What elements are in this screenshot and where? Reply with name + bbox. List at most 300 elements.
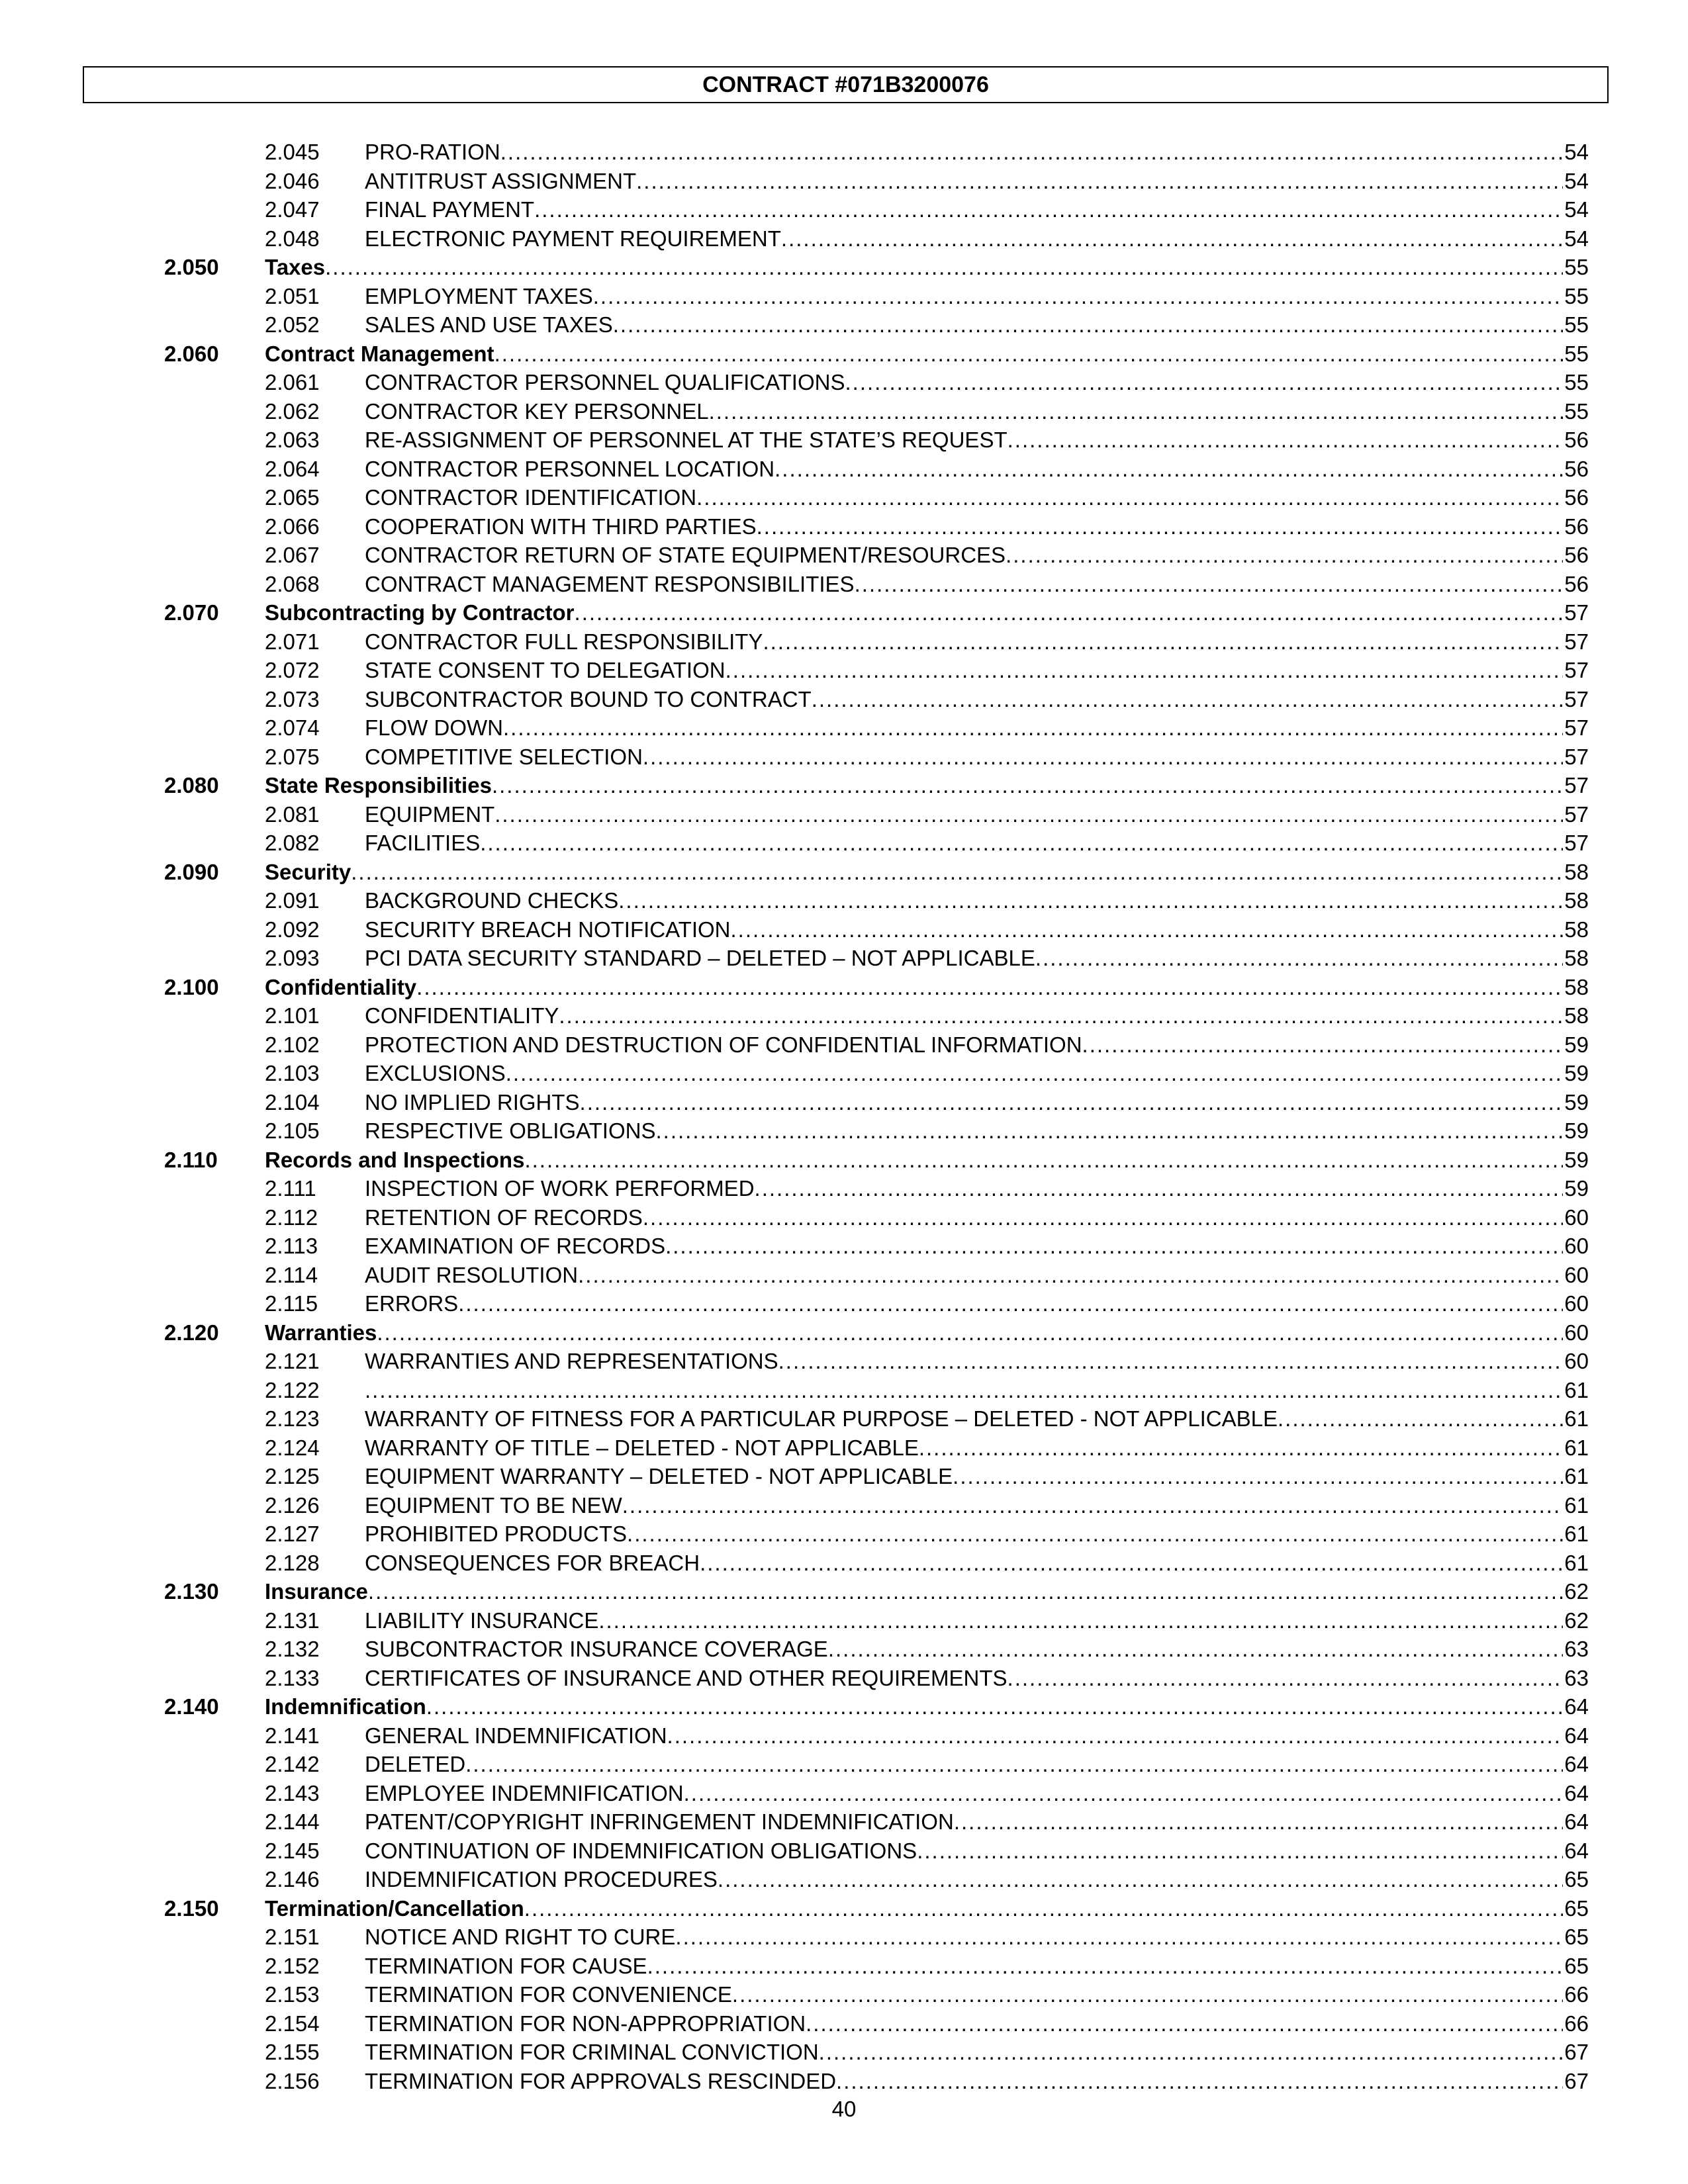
- toc-entry-title: WARRANTY OF FITNESS FOR A PARTICULAR PURPOSE – DELETED - NOT APPLICABLE: [365, 1406, 1278, 1431]
- toc-entry-title: PCI DATA SECURITY STANDARD – DELETED – NOT APPLICABLE: [365, 946, 1035, 970]
- toc-entry-title: STATE CONSENT TO DELEGATION: [365, 658, 726, 682]
- toc-entry-page: 55: [1564, 312, 1589, 337]
- toc-entry-number: 2.101: [265, 1003, 320, 1028]
- toc-entry-number: 2.060: [164, 341, 219, 366]
- dot-leader: [700, 1549, 1563, 1578]
- dot-leader: [480, 829, 1563, 858]
- toc-entry-page: 65: [1564, 1867, 1589, 1891]
- toc-entry-line: [365, 1837, 1589, 1866]
- toc-entry-line: [365, 1088, 1589, 1117]
- toc-entry-page: 66: [1564, 2011, 1589, 2036]
- toc-entry-line: [365, 310, 1589, 340]
- toc-entry-number: 2.113: [265, 1234, 318, 1258]
- toc-entry-number: 2.048: [265, 226, 320, 251]
- toc-entry-page: 59: [1564, 1032, 1589, 1057]
- toc-entry-page: 54: [1564, 226, 1589, 251]
- toc-entry-title: EXAMINATION OF RECORDS: [365, 1234, 666, 1258]
- toc-subsection-entry: [0, 2067, 1688, 2096]
- toc-entry-title: PROHIBITED PRODUCTS: [365, 1522, 628, 1546]
- toc-entry-line: [365, 195, 1589, 224]
- toc-entry-line: [365, 800, 1589, 829]
- dot-leader: [819, 2038, 1564, 2067]
- dot-leader: [855, 570, 1564, 599]
- toc-entry-page: 57: [1564, 831, 1589, 855]
- toc-entry-title: TERMINATION FOR NON-APPROPRIATION: [365, 2011, 806, 2036]
- dot-leader: [828, 1635, 1563, 1664]
- toc-entry-number: 2.144: [265, 1809, 320, 1834]
- toc-entry-page: 61: [1564, 1435, 1589, 1460]
- toc-subsection-entry: [0, 224, 1688, 253]
- toc-entry-page: 59: [1564, 1061, 1589, 1085]
- toc-entry-line: [365, 512, 1589, 541]
- toc-entry-number: 2.082: [265, 831, 320, 855]
- toc-entry-number: 2.131: [265, 1608, 320, 1633]
- toc-entry-number: 2.061: [265, 370, 320, 394]
- toc-entry-number: 2.132: [265, 1637, 320, 1661]
- dot-leader: [1006, 541, 1563, 570]
- toc-subsection-entry: [0, 368, 1688, 397]
- toc-subsection-entry: [0, 1952, 1688, 1981]
- toc-entry-number: 2.127: [265, 1522, 320, 1546]
- toc-entry-number: 2.102: [265, 1032, 320, 1057]
- toc-subsection-entry: [0, 886, 1688, 915]
- toc-entry-line: [365, 138, 1589, 167]
- toc-entry-page: 62: [1564, 1608, 1589, 1633]
- toc-entry-line: [365, 1721, 1589, 1751]
- toc-entry-number: 2.051: [265, 283, 320, 308]
- dot-leader: [627, 1520, 1563, 1549]
- toc-entry-title: CONTRACTOR KEY PERSONNEL: [365, 398, 709, 424]
- toc-entry-title: DELETED: [365, 1752, 466, 1776]
- toc-entry-number: 2.063: [265, 428, 320, 452]
- toc-entry-line: [365, 1059, 1589, 1088]
- toc-entry-page: 64: [1564, 1752, 1589, 1776]
- toc-entry-line: [365, 1462, 1589, 1491]
- toc-entry-line: [365, 2009, 1589, 2038]
- toc-entry-page: 64: [1564, 1838, 1589, 1863]
- toc-entry-line: [365, 1779, 1589, 1808]
- dot-leader: [494, 800, 1563, 829]
- toc-entry-number: 2.046: [265, 168, 320, 193]
- toc-subsection-entry: [0, 1376, 1688, 1405]
- toc-entry-number: 2.091: [265, 888, 320, 913]
- toc-entry-title: SECURITY BREACH NOTIFICATION: [365, 917, 731, 942]
- toc-entry-page: 65: [1564, 1953, 1589, 1978]
- toc-entry-title: WARRANTIES AND REPRESENTATIONS: [365, 1349, 778, 1373]
- dot-leader: [506, 1059, 1564, 1088]
- toc-entry-line: [365, 1980, 1589, 2009]
- toc-subsection-entry: [0, 1289, 1688, 1318]
- dot-leader: [524, 1894, 1564, 1923]
- toc-entry-line: [365, 1606, 1589, 1635]
- toc-entry-title: FACILITIES: [365, 831, 481, 855]
- toc-entry-number: 2.114: [265, 1262, 318, 1287]
- toc-entry-title: FINAL PAYMENT: [365, 197, 535, 222]
- toc-entry-title: Confidentiality: [265, 974, 417, 999]
- dot-leader: [368, 1577, 1563, 1606]
- toc-entry-line: [365, 2067, 1589, 2096]
- dot-leader: [778, 1347, 1564, 1376]
- toc-entry-page: 56: [1564, 571, 1589, 596]
- dot-leader: [618, 886, 1563, 915]
- toc-entry-title: INSPECTION OF WORK PERFORMED: [365, 1176, 755, 1201]
- toc-entry-number: 2.155: [265, 2040, 320, 2064]
- toc-entry-page: 54: [1564, 197, 1589, 222]
- toc-entry-title: EMPLOYEE INDEMNIFICATION: [365, 1780, 684, 1805]
- dot-leader: [845, 368, 1563, 397]
- toc-entry-page: 61: [1564, 1492, 1589, 1518]
- dot-leader: [684, 1779, 1564, 1808]
- dot-leader: [1008, 1664, 1564, 1693]
- dot-leader: [732, 1980, 1563, 2009]
- toc-subsection-entry: [0, 1347, 1688, 1376]
- toc-entry-number: 2.105: [265, 1118, 320, 1143]
- toc-entry-title: RETENTION OF RECORDS: [365, 1205, 643, 1230]
- toc-entry-page: 60: [1564, 1349, 1589, 1373]
- toc-entry-line: [365, 886, 1589, 915]
- toc-entry-page: 59: [1564, 1089, 1589, 1115]
- toc-entry-title: WARRANTY OF TITLE – DELETED - NOT APPLICABLE: [365, 1435, 919, 1460]
- toc-entry-number: 2.142: [265, 1752, 320, 1776]
- toc-entry-number: 2.065: [265, 485, 320, 510]
- toc-entry-title: TERMINATION FOR APPROVALS RESCINDED: [365, 2068, 837, 2093]
- toc-entry-number: 2.154: [265, 2011, 320, 2036]
- toc-entry-line: [365, 1491, 1589, 1520]
- toc-section-entry: [0, 253, 1688, 282]
- toc-subsection-entry: [0, 426, 1688, 455]
- toc-entry-line: [365, 1001, 1589, 1030]
- toc-entry-number: 2.050: [164, 255, 219, 279]
- toc-entry-title: NOTICE AND RIGHT TO CURE: [365, 1925, 676, 1949]
- dot-leader: [524, 1146, 1563, 1175]
- toc-entry-line: [365, 1116, 1589, 1146]
- toc-entry-page: 54: [1564, 168, 1589, 193]
- toc-entry-title: Taxes: [265, 255, 326, 279]
- toc-entry-line: [265, 1692, 1589, 1721]
- dot-leader: [643, 1203, 1563, 1232]
- toc-entry-title: AUDIT RESOLUTION: [365, 1262, 579, 1287]
- toc-entry-line: [265, 1318, 1589, 1347]
- toc-section-entry: [0, 1894, 1688, 1923]
- toc-entry-title: EMPLOYMENT TAXES: [365, 283, 593, 308]
- toc-entry-title: NO IMPLIED RIGHTS: [365, 1089, 580, 1115]
- toc-entry-page: 65: [1564, 1895, 1589, 1921]
- toc-subsection-entry: [0, 915, 1688, 944]
- toc-subsection-entry: [0, 570, 1688, 599]
- toc-entry-page: 55: [1564, 398, 1589, 424]
- toc-entry-number: 2.103: [265, 1061, 320, 1085]
- toc-entry-title: FLOW DOWN: [365, 715, 503, 740]
- toc-entry-number: 2.152: [265, 1953, 320, 1978]
- toc-entry-number: 2.143: [265, 1780, 320, 1805]
- toc-entry-line: [365, 915, 1589, 944]
- toc-entry-title: EXCLUSIONS: [365, 1061, 506, 1085]
- toc-entry-page: 58: [1564, 917, 1589, 942]
- toc-entry-page: 61: [1564, 1464, 1589, 1488]
- toc-entry-line: [365, 368, 1589, 397]
- toc-entry-page: 57: [1564, 715, 1589, 740]
- toc-subsection-entry: [0, 1433, 1688, 1463]
- toc-subsection-entry: [0, 1030, 1688, 1060]
- toc-entry-page: 63: [1564, 1637, 1589, 1661]
- toc-entry-title: INDEMNIFICATION PROCEDURES: [365, 1867, 718, 1891]
- toc-entry-number: 2.123: [265, 1406, 320, 1431]
- toc-subsection-entry: [0, 2038, 1688, 2067]
- toc-entry-title: CONTRACTOR RETURN OF STATE EQUIPMENT/RESOURCES: [365, 543, 1006, 567]
- toc-entry-line: [265, 1577, 1589, 1606]
- toc-entry-line: [365, 2038, 1589, 2067]
- toc-entry-title: TERMINATION FOR CAUSE: [365, 1953, 647, 1978]
- toc-entry-line: [365, 1030, 1589, 1060]
- toc-entry-page: 57: [1564, 801, 1589, 827]
- toc-entry-number: 2.072: [265, 658, 320, 682]
- toc-entry-title: PROTECTION AND DESTRUCTION OF CONFIDENTIAL INFORMATION: [365, 1032, 1082, 1057]
- dot-leader: [1035, 944, 1563, 973]
- toc-entry-number: 2.052: [265, 312, 320, 337]
- toc-entry-line: [265, 253, 1589, 282]
- dot-leader: [325, 253, 1563, 282]
- toc-subsection-entry: [0, 1001, 1688, 1030]
- dot-leader: [643, 743, 1563, 772]
- toc-entry-title: ANTITRUST ASSIGNMENT: [365, 168, 637, 193]
- toc-entry-title: Records and Inspections: [265, 1147, 525, 1172]
- toc-entry-line: [365, 685, 1589, 714]
- toc-entry-number: 2.125: [265, 1464, 320, 1488]
- toc-entry-line: [365, 1549, 1589, 1578]
- toc-subsection-entry: [0, 1549, 1688, 1578]
- dot-leader: [503, 713, 1563, 743]
- toc-entry-page: 57: [1564, 600, 1589, 625]
- dot-leader: [917, 1837, 1563, 1866]
- toc-subsection-entry: [0, 1980, 1688, 2009]
- toc-subsection-entry: [0, 829, 1688, 858]
- toc-entry-title: ERRORS: [365, 1291, 459, 1316]
- toc-entry-title: CONTRACT MANAGEMENT RESPONSIBILITIES: [365, 571, 855, 596]
- toc-section-entry: [0, 340, 1688, 369]
- toc-entry-page: 57: [1564, 629, 1589, 654]
- toc-entry-page: 55: [1564, 283, 1589, 308]
- toc-entry-title: SUBCONTRACTOR INSURANCE COVERAGE: [365, 1637, 828, 1661]
- dot-leader: [534, 195, 1563, 224]
- dot-leader: [465, 1750, 1563, 1779]
- toc-entry-title: Contract Management: [265, 341, 494, 366]
- dot-leader: [836, 2067, 1563, 2096]
- toc-entry-line: [365, 1433, 1589, 1463]
- toc-entry-number: 2.124: [265, 1435, 320, 1460]
- toc-entry-line: [365, 1923, 1589, 1952]
- dot-leader: [351, 858, 1563, 887]
- dot-leader: [774, 455, 1563, 484]
- toc-entry-page: 67: [1564, 2040, 1589, 2064]
- toc-entry-line: [265, 771, 1589, 800]
- toc-entry-title: CERTIFICATES OF INSURANCE AND OTHER REQUIREMENTS: [365, 1665, 1008, 1690]
- dot-leader: [613, 310, 1564, 340]
- toc-entry-line: [365, 167, 1589, 196]
- toc-entry-number: 2.062: [265, 398, 320, 424]
- toc-entry-page: 60: [1564, 1234, 1589, 1258]
- toc-entry-number: 2.120: [164, 1320, 219, 1345]
- toc-entry-number: 2.141: [265, 1723, 320, 1748]
- toc-entry-number: 2.122: [265, 1377, 320, 1402]
- toc-entry-title: EQUIPMENT WARRANTY – DELETED - NOT APPLICABLE: [365, 1464, 953, 1488]
- dot-leader: [1082, 1030, 1564, 1060]
- page-number: 40: [831, 2097, 857, 2121]
- toc-entry-number: 2.068: [265, 571, 320, 596]
- toc-entry-line: [365, 1232, 1589, 1261]
- toc-subsection-entry: [0, 1721, 1688, 1751]
- toc-entry-line: [365, 282, 1589, 311]
- toc-entry-line: [365, 713, 1589, 743]
- toc-entry-number: 2.140: [164, 1694, 219, 1719]
- dot-leader: [636, 167, 1563, 196]
- toc-entry-line: [265, 858, 1589, 887]
- toc-entry-title: LIABILITY INSURANCE: [365, 1608, 599, 1633]
- toc-subsection-entry: [0, 944, 1688, 973]
- dot-leader: [731, 915, 1564, 944]
- toc-entry-title: ELECTRONIC PAYMENT REQUIREMENT: [365, 226, 781, 251]
- toc-entry-title: Termination/Cancellation: [265, 1895, 524, 1921]
- toc-entry-number: 2.151: [265, 1925, 320, 1949]
- toc-entry-line: [365, 1952, 1589, 1981]
- toc-entry-number: 2.121: [265, 1349, 320, 1373]
- toc-entry-title: COMPETITIVE SELECTION: [365, 744, 643, 769]
- toc-entry-title: EQUIPMENT: [365, 801, 495, 827]
- toc-entry-number: 2.126: [265, 1492, 320, 1518]
- toc-entry-number: 2.111: [265, 1176, 316, 1201]
- toc-section-entry: [0, 1577, 1688, 1606]
- dot-leader: [656, 1116, 1564, 1146]
- toc-entry-number: 2.150: [164, 1895, 219, 1921]
- toc-entry-number: 2.093: [265, 946, 320, 970]
- toc-entry-page: 61: [1564, 1377, 1589, 1402]
- dot-leader: [578, 1261, 1563, 1290]
- dot-leader: [416, 973, 1563, 1002]
- toc-entry-line: [265, 973, 1589, 1002]
- toc-entry-title: RESPECTIVE OBLIGATIONS: [365, 1118, 656, 1143]
- dot-leader: [598, 1606, 1563, 1635]
- dot-leader: [726, 656, 1564, 685]
- toc-entry-line: [265, 1894, 1589, 1923]
- toc-entry-number: 2.110: [164, 1147, 218, 1172]
- toc-entry-number: 2.146: [265, 1867, 320, 1891]
- toc-subsection-entry: [0, 512, 1688, 541]
- toc-entry-page: 54: [1564, 140, 1589, 164]
- table-of-contents: [0, 138, 1688, 2095]
- toc-entry-title: SUBCONTRACTOR BOUND TO CONTRACT: [365, 686, 812, 711]
- toc-entry-number: 2.067: [265, 543, 320, 567]
- toc-entry-number: 2.073: [265, 686, 320, 711]
- toc-entry-line: [365, 541, 1589, 570]
- toc-subsection-entry: [0, 1404, 1688, 1433]
- dot-leader: [919, 1433, 1563, 1463]
- toc-entry-page: 61: [1564, 1522, 1589, 1546]
- toc-subsection-entry: [0, 1261, 1688, 1290]
- toc-entry-title: CONTRACTOR IDENTIFICATION: [365, 485, 697, 510]
- toc-entry-page: 55: [1564, 370, 1589, 394]
- dot-leader: [755, 1174, 1564, 1203]
- dot-leader: [426, 1692, 1563, 1721]
- toc-entry-page: 61: [1564, 1550, 1589, 1575]
- toc-entry-title: CONTRACTOR PERSONNEL QUALIFICATIONS: [365, 370, 845, 394]
- toc-entry-page: 60: [1564, 1291, 1589, 1316]
- toc-entry-line: [365, 224, 1589, 253]
- toc-entry-title: Security: [265, 859, 352, 884]
- toc-entry-page: 64: [1564, 1723, 1589, 1748]
- toc-entry-page: 64: [1564, 1780, 1589, 1805]
- toc-entry-title: PRO-RATION: [365, 140, 500, 164]
- toc-section-entry: [0, 973, 1688, 1002]
- toc-subsection-entry: [0, 1462, 1688, 1491]
- toc-section-entry: [0, 771, 1688, 800]
- dot-leader: [377, 1318, 1563, 1347]
- toc-entry-number: 2.100: [164, 974, 219, 999]
- toc-entry-line: [365, 483, 1589, 512]
- toc-entry-line: [265, 1146, 1589, 1175]
- toc-subsection-entry: [0, 656, 1688, 685]
- dot-leader: [559, 1001, 1563, 1030]
- toc-entry-number: 2.066: [265, 514, 320, 539]
- toc-entry-title: Insurance: [265, 1579, 368, 1604]
- toc-entry-page: 60: [1564, 1320, 1589, 1345]
- toc-subsection-entry: [0, 310, 1688, 340]
- toc-entry-number: 2.115: [265, 1291, 318, 1316]
- toc-entry-title: BACKGROUND CHECKS: [365, 888, 619, 913]
- dot-leader: [718, 1865, 1563, 1894]
- toc-entry-title: RE-ASSIGNMENT OF PERSONNEL AT THE STATE’S REQUEST: [365, 428, 1008, 452]
- toc-subsection-entry: [0, 1635, 1688, 1664]
- toc-entry-line: [365, 1664, 1589, 1693]
- toc-subsection-entry: [0, 1779, 1688, 1808]
- toc-subsection-entry: [0, 195, 1688, 224]
- toc-entry-line: [365, 1404, 1589, 1433]
- toc-subsection-entry: [0, 138, 1688, 167]
- toc-subsection-entry: [0, 1491, 1688, 1520]
- toc-entry-number: 2.045: [265, 140, 320, 164]
- toc-entry-number: 2.130: [164, 1579, 219, 1604]
- toc-entry-page: 62: [1564, 1579, 1589, 1604]
- toc-entry-line: [365, 397, 1589, 426]
- toc-entry-title: CONSEQUENCES FOR BREACH: [365, 1550, 700, 1575]
- contract-header: [83, 66, 1609, 103]
- toc-entry-title: CONTRACTOR FULL RESPONSIBILITY: [365, 629, 763, 654]
- toc-entry-line: [365, 455, 1589, 484]
- dot-leader: [1278, 1404, 1563, 1433]
- toc-entry-line: [365, 1750, 1589, 1779]
- toc-subsection-entry: [0, 1116, 1688, 1146]
- toc-subsection-entry: [0, 1923, 1688, 1952]
- toc-entry-page: 55: [1564, 341, 1589, 366]
- toc-entry-line: [365, 426, 1589, 455]
- toc-entry-page: 64: [1564, 1694, 1589, 1719]
- toc-entry-line: [365, 829, 1589, 858]
- toc-entry-number: 2.071: [265, 629, 320, 654]
- dot-leader: [458, 1289, 1563, 1318]
- toc-entry-line: [365, 1376, 1589, 1405]
- dot-leader: [580, 1088, 1564, 1117]
- toc-entry-title: Subcontracting by Contractor: [265, 600, 575, 625]
- dot-leader: [1008, 426, 1564, 455]
- toc-subsection-entry: [0, 282, 1688, 311]
- dot-leader: [757, 512, 1564, 541]
- toc-entry-number: 2.133: [265, 1665, 320, 1690]
- contract-title: CONTRACT #071B3200076: [702, 71, 989, 97]
- dot-leader: [492, 771, 1563, 800]
- toc-subsection-entry: [0, 1088, 1688, 1117]
- toc-entry-page: 59: [1564, 1176, 1589, 1201]
- toc-entry-number: 2.075: [265, 744, 320, 769]
- toc-section-entry: [0, 1318, 1688, 1347]
- toc-entry-line: [365, 627, 1589, 657]
